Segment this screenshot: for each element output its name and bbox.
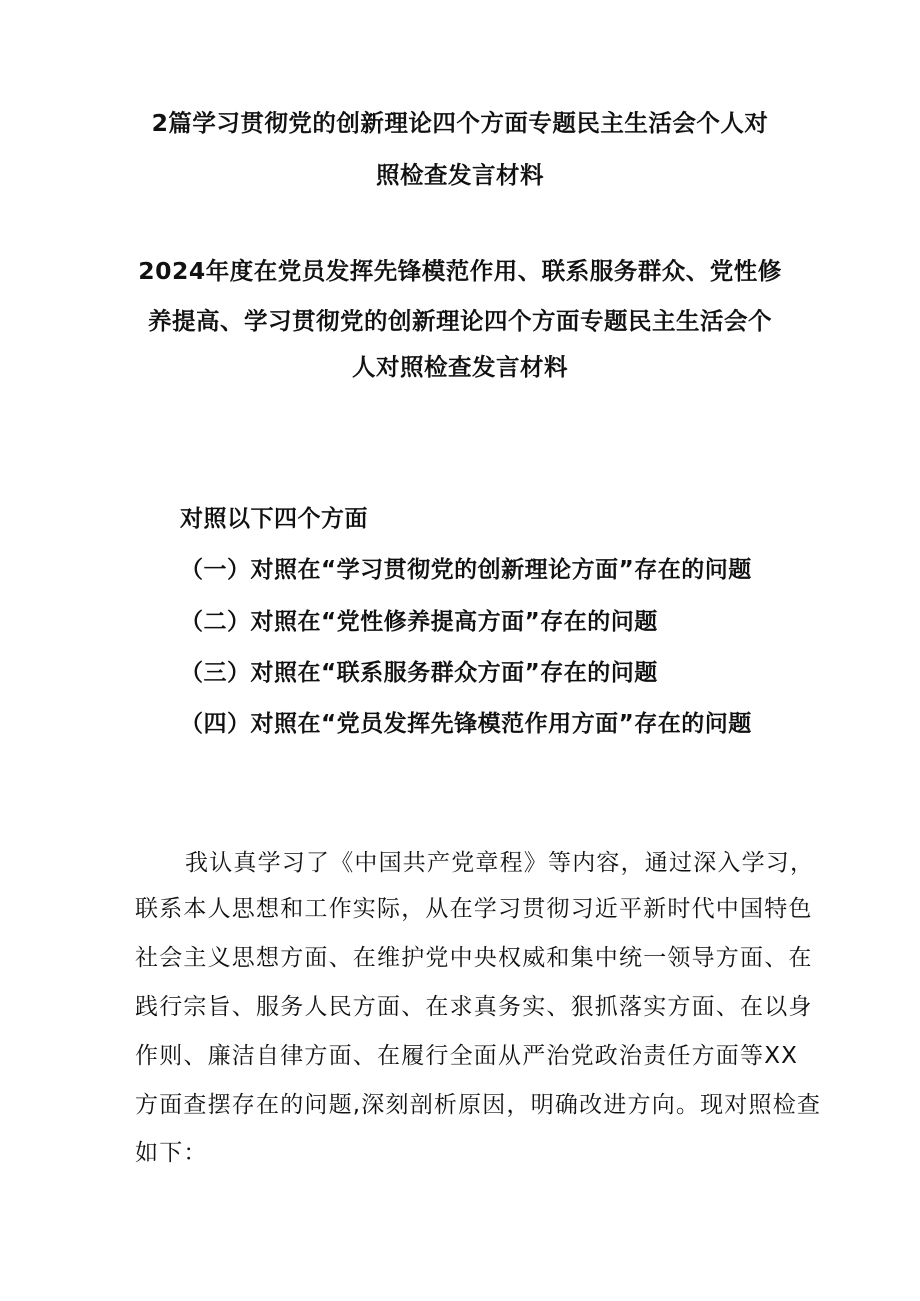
aspect-item-3: （三）对照在“联系服务群众方面”存在的问题	[180, 660, 658, 686]
body-paragraph-line-3: 社会主义思想方面、在维护党中央权威和集中统一领导方面、在	[135, 945, 813, 971]
body-paragraph-line-1: 我认真学习了《中国共产党章程》等内容，通过深入学习，	[185, 850, 815, 876]
body-paragraph-line-5: 作则、廉洁自律方面、在履行全面从严治党政治责任方面等XX	[135, 1043, 799, 1069]
document-subtitle-line-3: 人对照检查发言材料	[352, 353, 568, 381]
document-subtitle-line-1: 2024年度在党员发挥先锋模范作用、联系服务群众、党性修	[138, 257, 782, 285]
document-title-line-1: 2篇学习贯彻党的创新理论四个方面专题民主生活会个人对	[151, 109, 769, 137]
body-paragraph-line-2: 联系本人思想和工作实际，从在学习贯彻习近平新时代中国特色	[135, 896, 813, 922]
document-title-line-2: 照检查发言材料	[376, 161, 544, 189]
aspects-heading: 对照以下四个方面	[180, 506, 368, 532]
body-paragraph-line-7: 如下：	[135, 1140, 208, 1166]
document-subtitle-line-2: 养提高、学习贯彻党的创新理论四个方面专题民主生活会个	[148, 307, 772, 335]
aspect-item-1: （一）对照在“学习贯彻党的创新理论方面”存在的问题	[180, 557, 752, 583]
aspect-item-2: （二）对照在“党性修养提高方面”存在的问题	[180, 609, 658, 635]
body-paragraph-line-4: 践行宗旨、服务人民方面、在求真务实、狠抓落实方面、在以身	[135, 994, 813, 1020]
aspect-item-4: （四）对照在“党员发挥先锋模范作用方面”存在的问题	[180, 711, 752, 737]
body-paragraph-line-6: 方面查摆存在的问题,深刻剖析原因，明确改进方向。现对照检查	[135, 1092, 822, 1118]
